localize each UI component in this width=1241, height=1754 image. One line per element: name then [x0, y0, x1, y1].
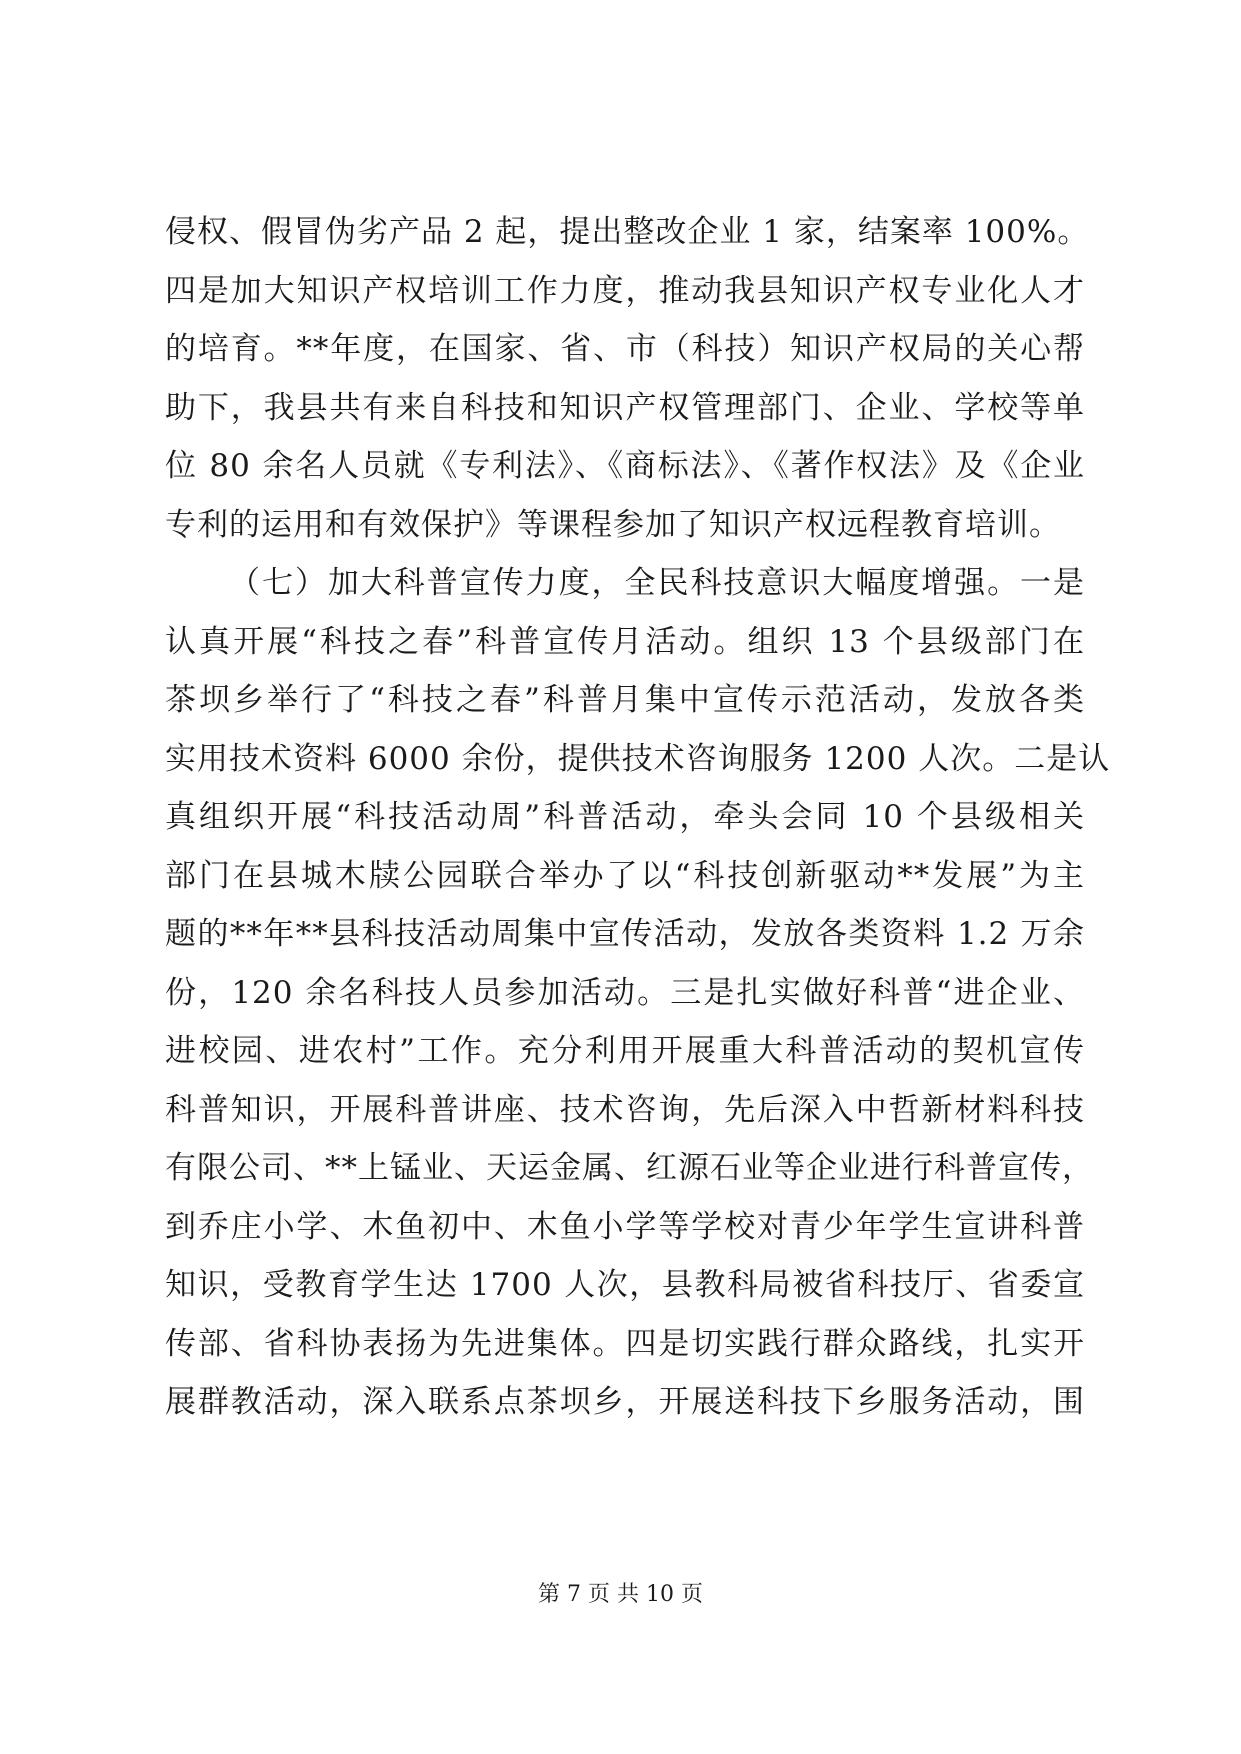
- text-line: 科普知识，开展科普讲座、技术咨询，先后深入中哲新材料科技: [165, 1091, 1085, 1128]
- text-line: 到乔庄小学、木鱼初中、木鱼小学等学校对青少年学生宣讲科普: [165, 1208, 1085, 1245]
- text-line: 四是加大知识产权培训工作力度，推动我县知识产权专业化人才: [165, 272, 1085, 309]
- section-heading-line: （七）加大科普宣传力度，全民科技意识大幅度增强。一是: [229, 565, 1085, 601]
- text-line: 专利的运用和有效保护》等课程参加了知识产权远程教育培训。: [165, 506, 1061, 543]
- text-line: 侵权、假冒伪劣产品 2 起，提出整改企业 1 家，结案率 100%。: [165, 214, 1090, 250]
- text-line: 进校园、进农村”工作。充分利用开展重大科普活动的契机宣传: [165, 1033, 1085, 1069]
- page-number-footer: 第 7 页 共 10 页: [538, 1582, 703, 1607]
- text-line: 位 80 余名人员就《专利法》、《商标法》、《著作权法》及《企业: [165, 448, 1085, 484]
- text-line: 知识，受教育学生达 1700 人次，县教科局被省科技厅、省委宣: [165, 1267, 1085, 1303]
- text-line: 实用技术资料 6000 余份，提供技术咨询服务 1200 人次。二是认: [165, 740, 1111, 777]
- text-line: 茶坝乡举行了“科技之春”科普月集中宣传示范活动，发放各类: [165, 682, 1085, 718]
- text-line: 份，120 余名科技人员参加活动。三是扎实做好科普“进企业、: [165, 974, 1085, 1011]
- text-line: 题的**年**县科技活动周集中宣传活动，发放各类资料 1.2 万余: [165, 916, 1085, 952]
- text-line: 有限公司、**上锰业、天运金属、红源石业等企业进行科普宣传，: [165, 1150, 1094, 1186]
- text-line: 的培育。**年度，在国家、省、市（科技）知识产权局的关心帮: [165, 331, 1085, 367]
- text-line: 传部、省科协表扬为先进集体。四是切实践行群众路线，扎实开: [165, 1325, 1085, 1362]
- text-line: 真组织开展“科技活动周”科普活动，牵头会同 10 个县级相关: [165, 799, 1085, 835]
- text-line: 认真开展“科技之春”科普宣传月活动。组织 13 个县级部门在: [165, 623, 1085, 660]
- text-line: 展群教活动，深入联系点茶坝乡，开展送科技下乡服务活动，围: [165, 1384, 1085, 1420]
- body-text: [165, 203, 1111, 1432]
- text-line: 助下，我县共有来自科技和知识产权管理部门、企业、学校等单: [165, 389, 1085, 426]
- text-line: 部门在县城木牍公园联合举办了以“科技创新驱动**发展”为主: [165, 857, 1085, 894]
